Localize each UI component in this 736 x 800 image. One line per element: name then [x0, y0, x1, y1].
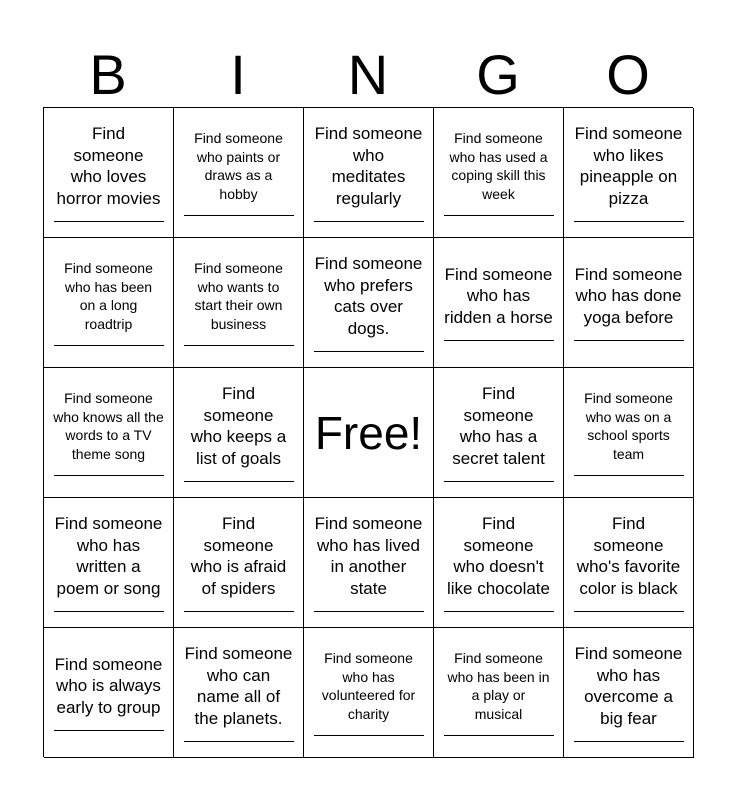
header-letter-b: B: [89, 43, 127, 106]
cell-prompt: Find someone who is always early to group: [54, 654, 163, 717]
cell-prompt: Find someone who paints or draws as a hobby: [194, 130, 283, 202]
header-letter-g: G: [476, 43, 520, 106]
bingo-cell[interactable]: [174, 498, 304, 628]
bingo-cell[interactable]: [564, 108, 694, 238]
signature-line: [184, 345, 294, 346]
signature-line: [314, 221, 424, 222]
cell-prompt: Find someone who knows all the words to a TV theme song: [53, 390, 164, 462]
cell-prompt: Find someone who doesn't like chocolate: [446, 514, 550, 598]
bingo-cell[interactable]: [304, 498, 434, 628]
signature-line: [314, 611, 424, 612]
signature-line: [574, 475, 684, 476]
bingo-cell[interactable]: [44, 628, 174, 758]
signature-line: [444, 735, 554, 736]
signature-line: [444, 215, 554, 216]
cell-prompt: Find someone who loves horror movies: [56, 124, 161, 208]
cell-prompt: Find someone who's favorite color is black: [576, 514, 681, 598]
signature-line: [444, 481, 554, 482]
cell-prompt: Find someone who has used a coping skill this week: [449, 130, 548, 202]
bingo-cell[interactable]: [434, 368, 564, 498]
cell-prompt: Find someone who has been in a play or musical: [447, 650, 550, 722]
bingo-cell[interactable]: [564, 368, 694, 498]
signature-line: [54, 475, 164, 476]
bingo-cell[interactable]: [434, 498, 564, 628]
signature-line: [54, 345, 164, 346]
signature-line: [54, 221, 164, 222]
bingo-header: [43, 42, 693, 108]
signature-line: [184, 481, 294, 482]
signature-line: [444, 340, 554, 341]
bingo-cell[interactable]: [304, 238, 434, 368]
cell-prompt: Find someone who has written a poem or song: [54, 514, 163, 598]
bingo-cell[interactable]: [174, 368, 304, 498]
cell-prompt: Find someone who has overcome a big fear: [574, 644, 683, 728]
header-letter-i: I: [230, 43, 246, 106]
cell-prompt: Find someone who keeps a list of goals: [190, 384, 287, 468]
bingo-cell[interactable]: [174, 238, 304, 368]
cell-prompt: Find someone who has been on a long roadtrip: [64, 260, 153, 332]
cell-prompt: Find someone who likes pineapple on pizza: [574, 124, 683, 208]
bingo-grid: [43, 107, 693, 757]
bingo-cell[interactable]: [44, 238, 174, 368]
bingo-cell[interactable]: [564, 498, 694, 628]
cell-prompt: Find someone who has a secret talent: [452, 384, 545, 468]
bingo-cell[interactable]: [44, 108, 174, 238]
bingo-cell[interactable]: [564, 238, 694, 368]
cell-prompt: Find someone who has lived in another state: [314, 514, 423, 598]
cell-prompt: Find someone who meditates regularly: [314, 124, 423, 208]
free-space-cell[interactable]: [304, 368, 434, 498]
signature-line: [184, 741, 294, 742]
cell-prompt: Find someone who prefers cats over dogs.: [314, 254, 423, 338]
signature-line: [314, 735, 424, 736]
bingo-cell[interactable]: [174, 628, 304, 758]
bingo-cell[interactable]: [44, 368, 174, 498]
signature-line: [184, 611, 294, 612]
signature-line: [574, 340, 684, 341]
bingo-cell[interactable]: [434, 108, 564, 238]
bingo-cell[interactable]: [564, 628, 694, 758]
signature-line: [184, 215, 294, 216]
cell-prompt: Find someone who was on a school sports team: [584, 390, 673, 462]
bingo-cell[interactable]: [434, 628, 564, 758]
bingo-cell[interactable]: [434, 238, 564, 368]
free-space-label: Free!: [314, 406, 423, 459]
cell-prompt: Find someone who is afraid of spiders: [190, 514, 287, 598]
cell-prompt: Find someone who has volunteered for charity: [321, 650, 416, 722]
header-letter-n: N: [347, 43, 389, 106]
bingo-cell[interactable]: [304, 108, 434, 238]
bingo-cell[interactable]: [174, 108, 304, 238]
cell-prompt: Find someone who has ridden a horse: [444, 264, 553, 327]
bingo-cell[interactable]: [304, 628, 434, 758]
signature-line: [574, 611, 684, 612]
signature-line: [54, 730, 164, 731]
signature-line: [54, 611, 164, 612]
signature-line: [314, 351, 424, 352]
cell-prompt: Find someone who has done yoga before: [574, 264, 683, 327]
header-letter-o: O: [606, 43, 650, 106]
cell-prompt: Find someone who can name all of the planets.: [184, 644, 293, 728]
bingo-cell[interactable]: [44, 498, 174, 628]
signature-line: [574, 221, 684, 222]
signature-line: [574, 741, 684, 742]
cell-prompt: Find someone who wants to start their own business: [194, 260, 283, 332]
signature-line: [444, 611, 554, 612]
